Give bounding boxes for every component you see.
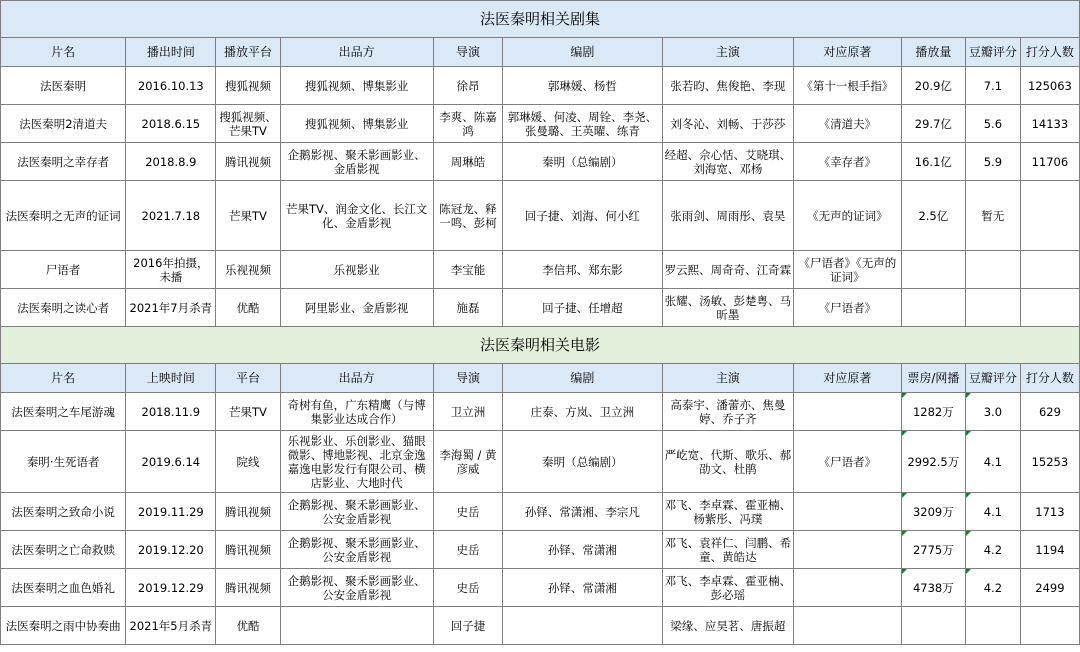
table-cell: 2.5亿 (901, 181, 965, 251)
column-header: 出品方 (280, 38, 433, 67)
table-cell (1020, 607, 1079, 645)
table-cell: 周琳皓 (433, 143, 502, 181)
table-cell: 4.2 (965, 531, 1020, 569)
column-header: 导演 (433, 364, 502, 393)
table-cell: 法医秦明之雨中协奏曲 (1, 607, 126, 645)
table-cell: 搜狐视频、芒果TV (216, 105, 280, 143)
table-cell: 4.2 (965, 569, 1020, 607)
table-cell: 张耀、汤敏、彭楚粤、马昕墨 (662, 289, 794, 327)
column-header: 对应原著 (794, 364, 902, 393)
table-cell: 5.9 (965, 143, 1020, 181)
table-cell: 邓飞、袁祥仁、闫鹏、希童、黄皓达 (662, 531, 794, 569)
column-header: 对应原著 (794, 38, 902, 67)
table-cell: 14133 (1020, 105, 1079, 143)
table-cell: 孙铎、常潇湘 (503, 531, 662, 569)
table-cell: 秦明·生死语者 (1, 431, 126, 493)
table-cell: 梁缘、应昊茗、唐振超 (662, 607, 794, 645)
table-cell: 1282万 (901, 393, 965, 431)
table-cell: 刘冬沁、刘畅、于莎莎 (662, 105, 794, 143)
table-cell: 4.1 (965, 431, 1020, 493)
column-header: 片名 (1, 38, 126, 67)
table-cell: 16.1亿 (901, 143, 965, 181)
table-cell: 陈冠龙、释一鸣、彭柯 (433, 181, 502, 251)
column-header: 打分人数 (1020, 38, 1079, 67)
table-cell: 孙铎、常潇湘 (503, 569, 662, 607)
table-cell (965, 607, 1020, 645)
table-cell: 《第十一根手指》 (794, 67, 902, 105)
table-cell: 125063 (1020, 67, 1079, 105)
table-cell: 4.1 (965, 493, 1020, 531)
table-cell: 20.9亿 (901, 67, 965, 105)
table-cell (1020, 251, 1079, 289)
column-header: 打分人数 (1020, 364, 1079, 393)
table-cell: 《尸语者》《无声的证词》 (794, 251, 902, 289)
tv-title-row (1, 1, 1080, 38)
table-cell: 史岳 (433, 531, 502, 569)
table-cell (794, 493, 902, 531)
table-cell (965, 251, 1020, 289)
table-row (1, 67, 1080, 105)
table-cell (901, 607, 965, 645)
table-cell: 11706 (1020, 143, 1079, 181)
table-cell: 李海蜀 / 黄彦威 (433, 431, 502, 493)
table-cell: 搜狐视频、博集影业 (280, 67, 433, 105)
table-row (1, 393, 1080, 431)
table-cell: 企鹅影视、聚禾影画影业、公安金盾影视 (280, 493, 433, 531)
table-cell: 史岳 (433, 493, 502, 531)
table-cell: 经超、佘心恬、艾晓琪、刘海宽、邓杨 (662, 143, 794, 181)
table-cell: 2019.12.29 (126, 569, 216, 607)
table-cell: 2016年拍摄，未播 (126, 251, 216, 289)
table-cell: 《无声的证词》 (794, 181, 902, 251)
table-cell: 腾讯视频 (216, 493, 280, 531)
table-cell: 施磊 (433, 289, 502, 327)
table-cell: 企鹅影视、聚禾影画影业、金盾影视 (280, 143, 433, 181)
table-cell: 2499 (1020, 569, 1079, 607)
table-cell: 李信邦、郑东影 (503, 251, 662, 289)
table-cell: 法医秦明2清道夫 (1, 105, 126, 143)
table-cell: 搜狐视频、博集影业 (280, 105, 433, 143)
table-row (1, 105, 1080, 143)
table-cell: 2019.6.14 (126, 431, 216, 493)
tv-header-row (1, 38, 1080, 67)
table-cell: 暂无 (965, 181, 1020, 251)
table-cell (965, 289, 1020, 327)
table-cell: 7.1 (965, 67, 1020, 105)
table-cell: 法医秦明之车尾游魂 (1, 393, 126, 431)
table-cell: 乐视影业、乐创影业、猫眼微影、博地影视、北京金逸嘉逸电影发行有限公司、横店影业、大地时代 (280, 431, 433, 493)
table-cell: 法医秦明之血色婚礼 (1, 569, 126, 607)
column-header: 豆瓣评分 (965, 38, 1020, 67)
column-header: 播放量 (901, 38, 965, 67)
table-cell: 2016.10.13 (126, 67, 216, 105)
table-cell: 1194 (1020, 531, 1079, 569)
table-cell (1020, 289, 1079, 327)
table-cell: 院线 (216, 431, 280, 493)
table-cell: 优酷 (216, 607, 280, 645)
table-cell: 腾讯视频 (216, 531, 280, 569)
table-cell: 张雨剑、周雨彤、袁昊 (662, 181, 794, 251)
table-cell: 芒果TV (216, 181, 280, 251)
film-header-row (1, 364, 1080, 393)
table-cell (794, 569, 902, 607)
table-cell: 孙铎、常潇湘、李宗凡 (503, 493, 662, 531)
column-header: 主演 (662, 38, 794, 67)
table-cell: 秦明（总编剧） (503, 431, 662, 493)
table-cell (901, 289, 965, 327)
table-cell: 2021.7.18 (126, 181, 216, 251)
column-header: 导演 (433, 38, 502, 67)
table-cell: 邓飞、李卓霖、霍亚楠、杨紫彤、冯璞 (662, 493, 794, 531)
table-cell: 法医秦明 (1, 67, 126, 105)
table-cell: 3209万 (901, 493, 965, 531)
table-row (1, 431, 1080, 493)
table-cell: 阿里影业、金盾影视 (280, 289, 433, 327)
table-cell (280, 607, 433, 645)
table-cell: 郭琳媛、杨哲 (503, 67, 662, 105)
table-cell: 企鹅影视、聚禾影画影业、公安金盾影视 (280, 569, 433, 607)
film-section-title: 法医秦明相关电影 (1, 327, 1080, 364)
table-cell: 2018.6.15 (126, 105, 216, 143)
table-cell: 回子捷 (433, 607, 502, 645)
column-header: 票房/网播 (901, 364, 965, 393)
table-cell: 搜狐视频 (216, 67, 280, 105)
table-cell: 高泰宇、潘蕾亦、焦曼婷、乔子齐 (662, 393, 794, 431)
table-cell: 2021年5月杀青 (126, 607, 216, 645)
table-cell: 卫立洲 (433, 393, 502, 431)
table-row (1, 289, 1080, 327)
column-header: 编剧 (503, 364, 662, 393)
table-cell: 尸语者 (1, 251, 126, 289)
table-cell: 乐视影业 (280, 251, 433, 289)
table-cell (901, 251, 965, 289)
table-cell: 2018.8.9 (126, 143, 216, 181)
table-row (1, 531, 1080, 569)
table-cell: 腾讯视频 (216, 143, 280, 181)
table-cell: 2775万 (901, 531, 965, 569)
tv-section-title: 法医秦明相关剧集 (1, 1, 1080, 38)
table-cell: 2019.12.20 (126, 531, 216, 569)
column-header: 片名 (1, 364, 126, 393)
table-cell: 法医秦明之亡命救赎 (1, 531, 126, 569)
table-row (1, 607, 1080, 645)
column-header: 豆瓣评分 (965, 364, 1020, 393)
table-cell: 《清道夫》 (794, 105, 902, 143)
table-cell: 优酷 (216, 289, 280, 327)
table-row (1, 181, 1080, 251)
table-cell: 乐视视频 (216, 251, 280, 289)
table-row (1, 569, 1080, 607)
column-header: 主演 (662, 364, 794, 393)
table-cell: 芒果TV、润金文化、长江文化、金盾影视 (280, 181, 433, 251)
column-header: 播放平台 (216, 38, 280, 67)
table-cell: 庄泰、方岚、卫立洲 (503, 393, 662, 431)
table-cell: 李宝能 (433, 251, 502, 289)
table-cell: 回子捷、任增超 (503, 289, 662, 327)
table-cell: 629 (1020, 393, 1079, 431)
column-header: 上映时间 (126, 364, 216, 393)
table-cell (1020, 181, 1079, 251)
table-cell: 法医秦明之无声的证词 (1, 181, 126, 251)
table-row (1, 251, 1080, 289)
table-cell: 1713 (1020, 493, 1079, 531)
table-cell (794, 607, 902, 645)
table-cell: 《尸语者》 (794, 431, 902, 493)
table-cell: 法医秦明之幸存者 (1, 143, 126, 181)
table-cell: 史岳 (433, 569, 502, 607)
table-cell: 4738万 (901, 569, 965, 607)
table-cell: 奇树有鱼，广东精鹰（与博集影业达成合作） (280, 393, 433, 431)
table-cell: 2992.5万 (901, 431, 965, 493)
table-cell: 2019.11.29 (126, 493, 216, 531)
column-header: 出品方 (280, 364, 433, 393)
table-cell: 回子捷、刘海、何小红 (503, 181, 662, 251)
table-cell: 5.6 (965, 105, 1020, 143)
table-cell: 2018.11.9 (126, 393, 216, 431)
table-cell: 秦明（总编剧） (503, 143, 662, 181)
column-header: 编剧 (503, 38, 662, 67)
table-cell: 郭琳媛、何凌、周铨、李尧、张曼璐、王英曜、练青 (503, 105, 662, 143)
table-cell: 张若昀、焦俊艳、李现 (662, 67, 794, 105)
table-cell: 2021年7月杀青 (126, 289, 216, 327)
table-row (1, 493, 1080, 531)
column-header: 平台 (216, 364, 280, 393)
table-cell: 《尸语者》 (794, 289, 902, 327)
table-cell: 企鹅影视、聚禾影画影业、公安金盾影视 (280, 531, 433, 569)
table-cell: 法医秦明之致命小说 (1, 493, 126, 531)
table-cell: 罗云熙、周奇奇、江奇霖 (662, 251, 794, 289)
table-cell: 腾讯视频 (216, 569, 280, 607)
table-row (1, 143, 1080, 181)
table-cell (503, 607, 662, 645)
table-cell: 严屹宽、代斯、歌乐、郝劭文、杜鹃 (662, 431, 794, 493)
table-cell: 29.7亿 (901, 105, 965, 143)
table-cell: 邓飞、李卓霖、霍亚楠、彭必瑶 (662, 569, 794, 607)
table-cell (794, 531, 902, 569)
table-cell: 3.0 (965, 393, 1020, 431)
table-cell: 芒果TV (216, 393, 280, 431)
table-cell: 李爽、陈嘉鸿 (433, 105, 502, 143)
film-title-row (1, 327, 1080, 364)
table-cell: 徐昂 (433, 67, 502, 105)
column-header: 播出时间 (126, 38, 216, 67)
table-cell: 15253 (1020, 431, 1079, 493)
table-cell: 《幸存者》 (794, 143, 902, 181)
table-cell (794, 393, 902, 431)
table-cell: 法医秦明之读心者 (1, 289, 126, 327)
